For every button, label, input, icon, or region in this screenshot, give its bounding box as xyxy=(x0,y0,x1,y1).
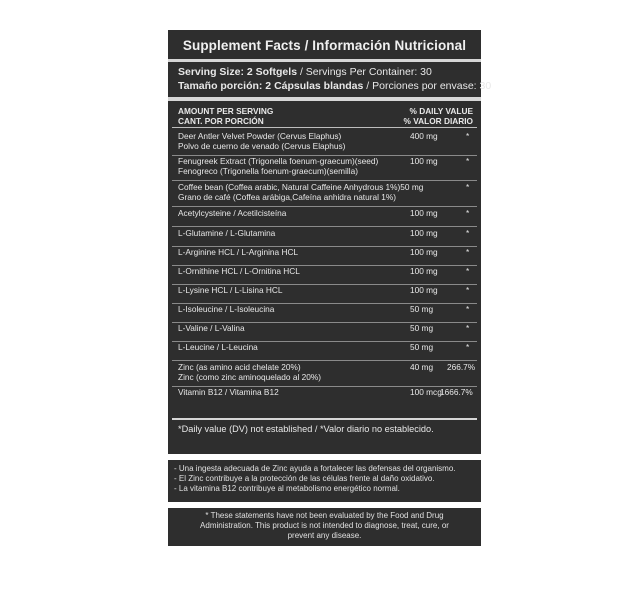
nutrient-daily-value: * xyxy=(466,247,470,257)
row-divider xyxy=(172,180,477,181)
nutrient-row xyxy=(168,324,481,340)
fda-disclaimer-panel xyxy=(168,508,481,546)
nutrient-amount: 100 mg xyxy=(410,247,438,257)
nutrient-row xyxy=(168,132,481,154)
nutrient-daily-value: * xyxy=(466,208,470,218)
serving-size-label: Serving Size: 2 Softgels xyxy=(178,66,298,78)
claim-line: - La vitamina B12 contribuye al metabolismo energético normal. xyxy=(174,484,400,493)
facts-title: Supplement Facts / Información Nutricional xyxy=(182,38,467,53)
nutrient-name: L-Glutamine / L-Glutamina xyxy=(178,228,276,238)
nutrient-daily-value: * xyxy=(466,182,470,192)
nutrient-row xyxy=(168,363,481,385)
nutrient-amount: 50 mg xyxy=(410,342,434,352)
nutrient-name-es: Polvo de cuerno de venado (Cervus Elaphus) xyxy=(178,140,346,151)
nutrient-daily-value: 1666.7% xyxy=(440,387,473,397)
claim-line: - El Zinc contribuye a la protección de las células frente al daño oxidativo. xyxy=(174,474,435,483)
header-amount-en: AMOUNT PER SERVING xyxy=(178,106,274,116)
serving-size-line xyxy=(168,66,481,79)
nutrient-name: Acetylcysteine / Acetilcisteína xyxy=(178,208,287,218)
nutrient-name: L-Arginine HCL / L-Arginina HCL xyxy=(178,247,299,257)
nutrient-daily-value: * xyxy=(466,342,470,352)
header-amount-es: CANT. POR PORCIÓN xyxy=(178,116,264,126)
tamano-line xyxy=(168,80,492,93)
disclaimer-line: * These statements have not been evaluated by the Food and Drug xyxy=(205,511,444,520)
nutrient-name: L-Leucine / L-Leucina xyxy=(178,342,258,352)
nutrient-daily-value: * xyxy=(466,131,470,141)
nutrient-name: L-Valine / L-Valina xyxy=(178,323,245,333)
nutrient-row xyxy=(168,305,481,321)
nutrient-daily-value: * xyxy=(466,285,470,295)
nutrient-name: Zinc (as amino acid chelate 20%) xyxy=(178,362,301,372)
nutrient-amount: 100 mg xyxy=(410,156,438,166)
nutrient-amount: 100 mg xyxy=(410,208,438,218)
row-divider xyxy=(172,360,477,361)
health-claims-panel xyxy=(168,460,481,502)
nutrient-daily-value: * xyxy=(466,266,470,276)
nutrient-row xyxy=(168,286,481,302)
nutrient-amount: 100 mg xyxy=(410,266,438,276)
nutrient-row xyxy=(168,388,481,404)
nutrient-amount: 400 mg xyxy=(410,131,438,141)
nutrient-name: Vitamin B12 / Vitamina B12 xyxy=(178,387,279,397)
nutrient-daily-value: * xyxy=(466,323,470,333)
nutrient-name: L-Lysine HCL / L-Lisina HCL xyxy=(178,285,283,295)
nutrient-table xyxy=(168,128,481,418)
row-divider xyxy=(172,206,477,207)
nutrient-daily-value: * xyxy=(466,156,470,166)
claim-line: - Una ingesta adecuada de Zinc ayuda a fortalecer las defensas del organismo. xyxy=(174,464,456,473)
header-dv-es: % VALOR DIARIO xyxy=(403,116,473,126)
nutrient-row xyxy=(168,183,481,205)
nutrient-name: Coffee bean (Coffea arabic, Natural Caffeine Anhydrous 1%)50 mg xyxy=(178,182,424,192)
nutrient-name-es: Fenogreco (Trigonella foenum-graecum)(semilla) xyxy=(178,165,358,176)
tamano-label: Tamaño porción: 2 Cápsulas blandas xyxy=(178,80,364,92)
thick-divider xyxy=(168,59,481,62)
row-divider xyxy=(172,226,477,227)
porciones-envase: / Porciones por envase: 30 xyxy=(363,80,492,92)
nutrient-amount: 40 mg xyxy=(410,362,434,372)
nutrient-daily-value: 266.7% xyxy=(447,362,476,372)
column-header xyxy=(168,101,481,127)
nutrient-daily-value: * xyxy=(466,228,470,238)
nutrient-amount: 100 mg xyxy=(410,285,438,295)
disclaimer-line: Administration. This product is not intended to diagnose, treat, cure, or xyxy=(200,521,449,530)
nutrient-name-es: Grano de café (Coffea arábiga,Cafeína anhidra natural 1%) xyxy=(178,191,397,202)
servings-per-container: / Servings Per Container: 30 xyxy=(297,66,432,78)
header-dv-en: % DAILY VALUE xyxy=(409,106,473,116)
disclaimer-line: prevent any disease. xyxy=(287,531,362,540)
nutrient-name: L-Ornithine HCL / L-Ornitina HCL xyxy=(178,266,300,276)
nutrient-row xyxy=(168,248,481,264)
nutrient-name: L-Isoleucine / L-Isoleucina xyxy=(178,304,275,314)
nutrient-amount: 50 mg xyxy=(410,323,434,333)
nutrient-row xyxy=(168,229,481,245)
nutrient-name: Fenugreek Extract (Trigonella foenum-graecum)(seed) xyxy=(178,156,379,166)
nutrient-daily-value: * xyxy=(466,304,470,314)
nutrient-amount: 100 mg xyxy=(410,228,438,238)
daily-value-footnote: *Daily value (DV) not established / *Valor diario no establecido. xyxy=(178,424,434,434)
nutrient-amount: 50 mg xyxy=(410,304,434,314)
nutrient-amount: 100 mcg xyxy=(410,387,442,397)
nutrient-row xyxy=(168,343,481,359)
nutrient-row xyxy=(168,209,481,225)
nutrient-row xyxy=(168,157,481,179)
nutrient-name: Deer Antler Velvet Powder (Cervus Elaphus) xyxy=(178,131,342,141)
supplement-facts-panel xyxy=(168,30,492,454)
nutrient-row xyxy=(168,267,481,283)
nutrient-name-es: Zinc (como zinc aminoquelado al 20%) xyxy=(178,371,321,382)
